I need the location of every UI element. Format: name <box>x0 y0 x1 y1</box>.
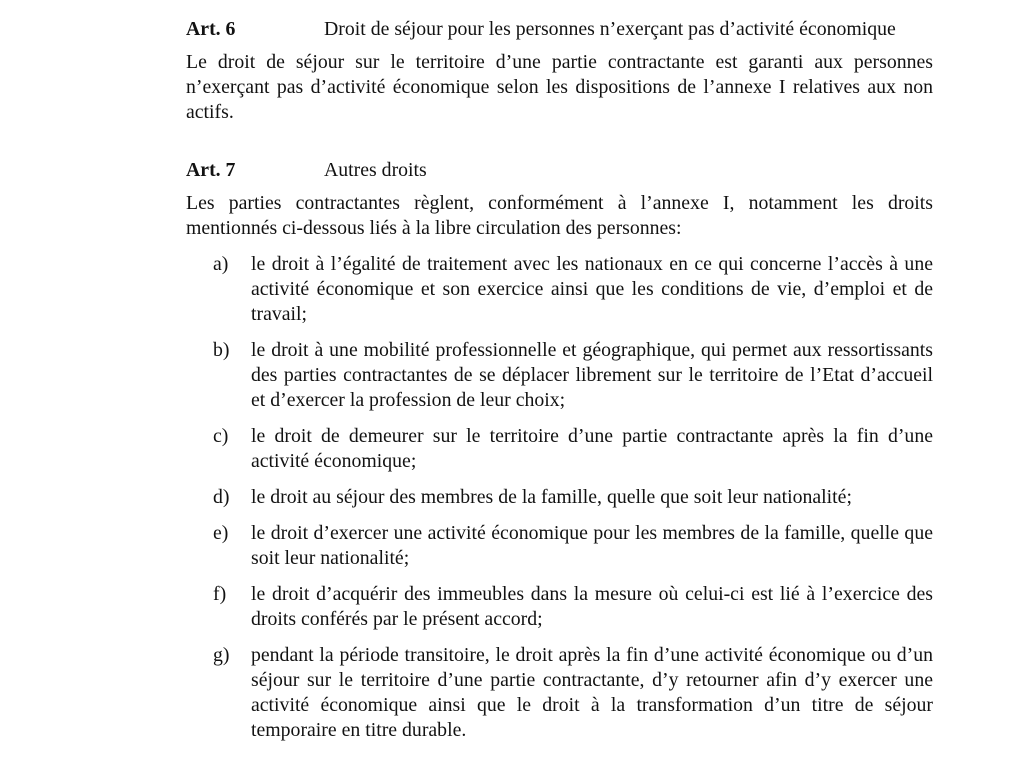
article-7-title: Autres droits <box>324 159 427 181</box>
list-item-b-text: le droit à une mobilité professionnelle et géographique, qui permet aux ressortissants des parties contractantes de se déplacer librement sur le territoire de l’Etat d’accueil et d’exercer la profession de leur choix; <box>251 339 933 411</box>
article-6-paragraph: Le droit de séjour sur le territoire d’une partie contractante est garanti aux personnes n’exerçant pas d’activité économique selon les dispositions de l’annexe I relatives aux non actifs. <box>186 51 933 123</box>
list-marker-g: g) <box>213 644 230 666</box>
list-item-e-text: le droit d’exercer une activité économique pour les membres de la famille, quelle que soit leur nationalité; <box>251 522 933 569</box>
list-marker-a: a) <box>213 253 229 275</box>
list-item-c-text: le droit de demeurer sur le territoire d’une partie contractante après la fin d’une activité économique; <box>251 425 933 472</box>
article-6 <box>186 17 933 125</box>
article-7-paragraph: Les parties contractantes règlent, conformément à l’annexe I, notamment les droits mentionnés ci-dessous liés à la libre circulation des personnes: <box>186 192 933 239</box>
list-item-e <box>186 521 933 571</box>
list-item-c <box>186 424 933 474</box>
list-marker-c: c) <box>213 425 229 447</box>
list-item-f-text: le droit d’acquérir des immeubles dans la mesure où celui-ci est lié à l’exercice des droits conférés par le présent accord; <box>251 583 933 630</box>
list-item-d-text: le droit au séjour des membres de la famille, quelle que soit leur nationalité; <box>251 486 852 508</box>
article-6-heading <box>186 17 933 42</box>
list-item-f <box>186 582 933 632</box>
list-marker-d: d) <box>213 486 230 508</box>
list-item-g-text: pendant la période transitoire, le droit après la fin d’une activité économique ou d’un séjour sur le territoire d’une partie contractante, d’y retourner afin d’y exercer une activité économique ainsi que le droit à la transformation d’un titre de séjour temporaire en titre durable. <box>251 644 933 741</box>
article-6-title: Droit de séjour pour les personnes n’exerçant pas d’activité économique <box>324 18 896 40</box>
article-6-label: Art. 6 <box>186 18 236 40</box>
document-text-block <box>186 17 933 743</box>
list-marker-b: b) <box>213 339 230 361</box>
list-item-a-text: le droit à l’égalité de traitement avec les nationaux en ce qui concerne l’accès à une activité économique et son exercice ainsi que les conditions de vie, d’emploi et de travail; <box>251 253 933 325</box>
article-7-heading <box>186 158 933 183</box>
list-item-a <box>186 252 933 327</box>
article-7 <box>186 158 933 743</box>
list-marker-e: e) <box>213 522 229 544</box>
list-item-g <box>186 643 933 743</box>
list-item-d <box>186 485 933 510</box>
list-marker-f: f) <box>213 583 227 605</box>
list-item-b <box>186 338 933 413</box>
article-7-item-list <box>186 252 933 743</box>
article-7-label: Art. 7 <box>186 159 236 181</box>
